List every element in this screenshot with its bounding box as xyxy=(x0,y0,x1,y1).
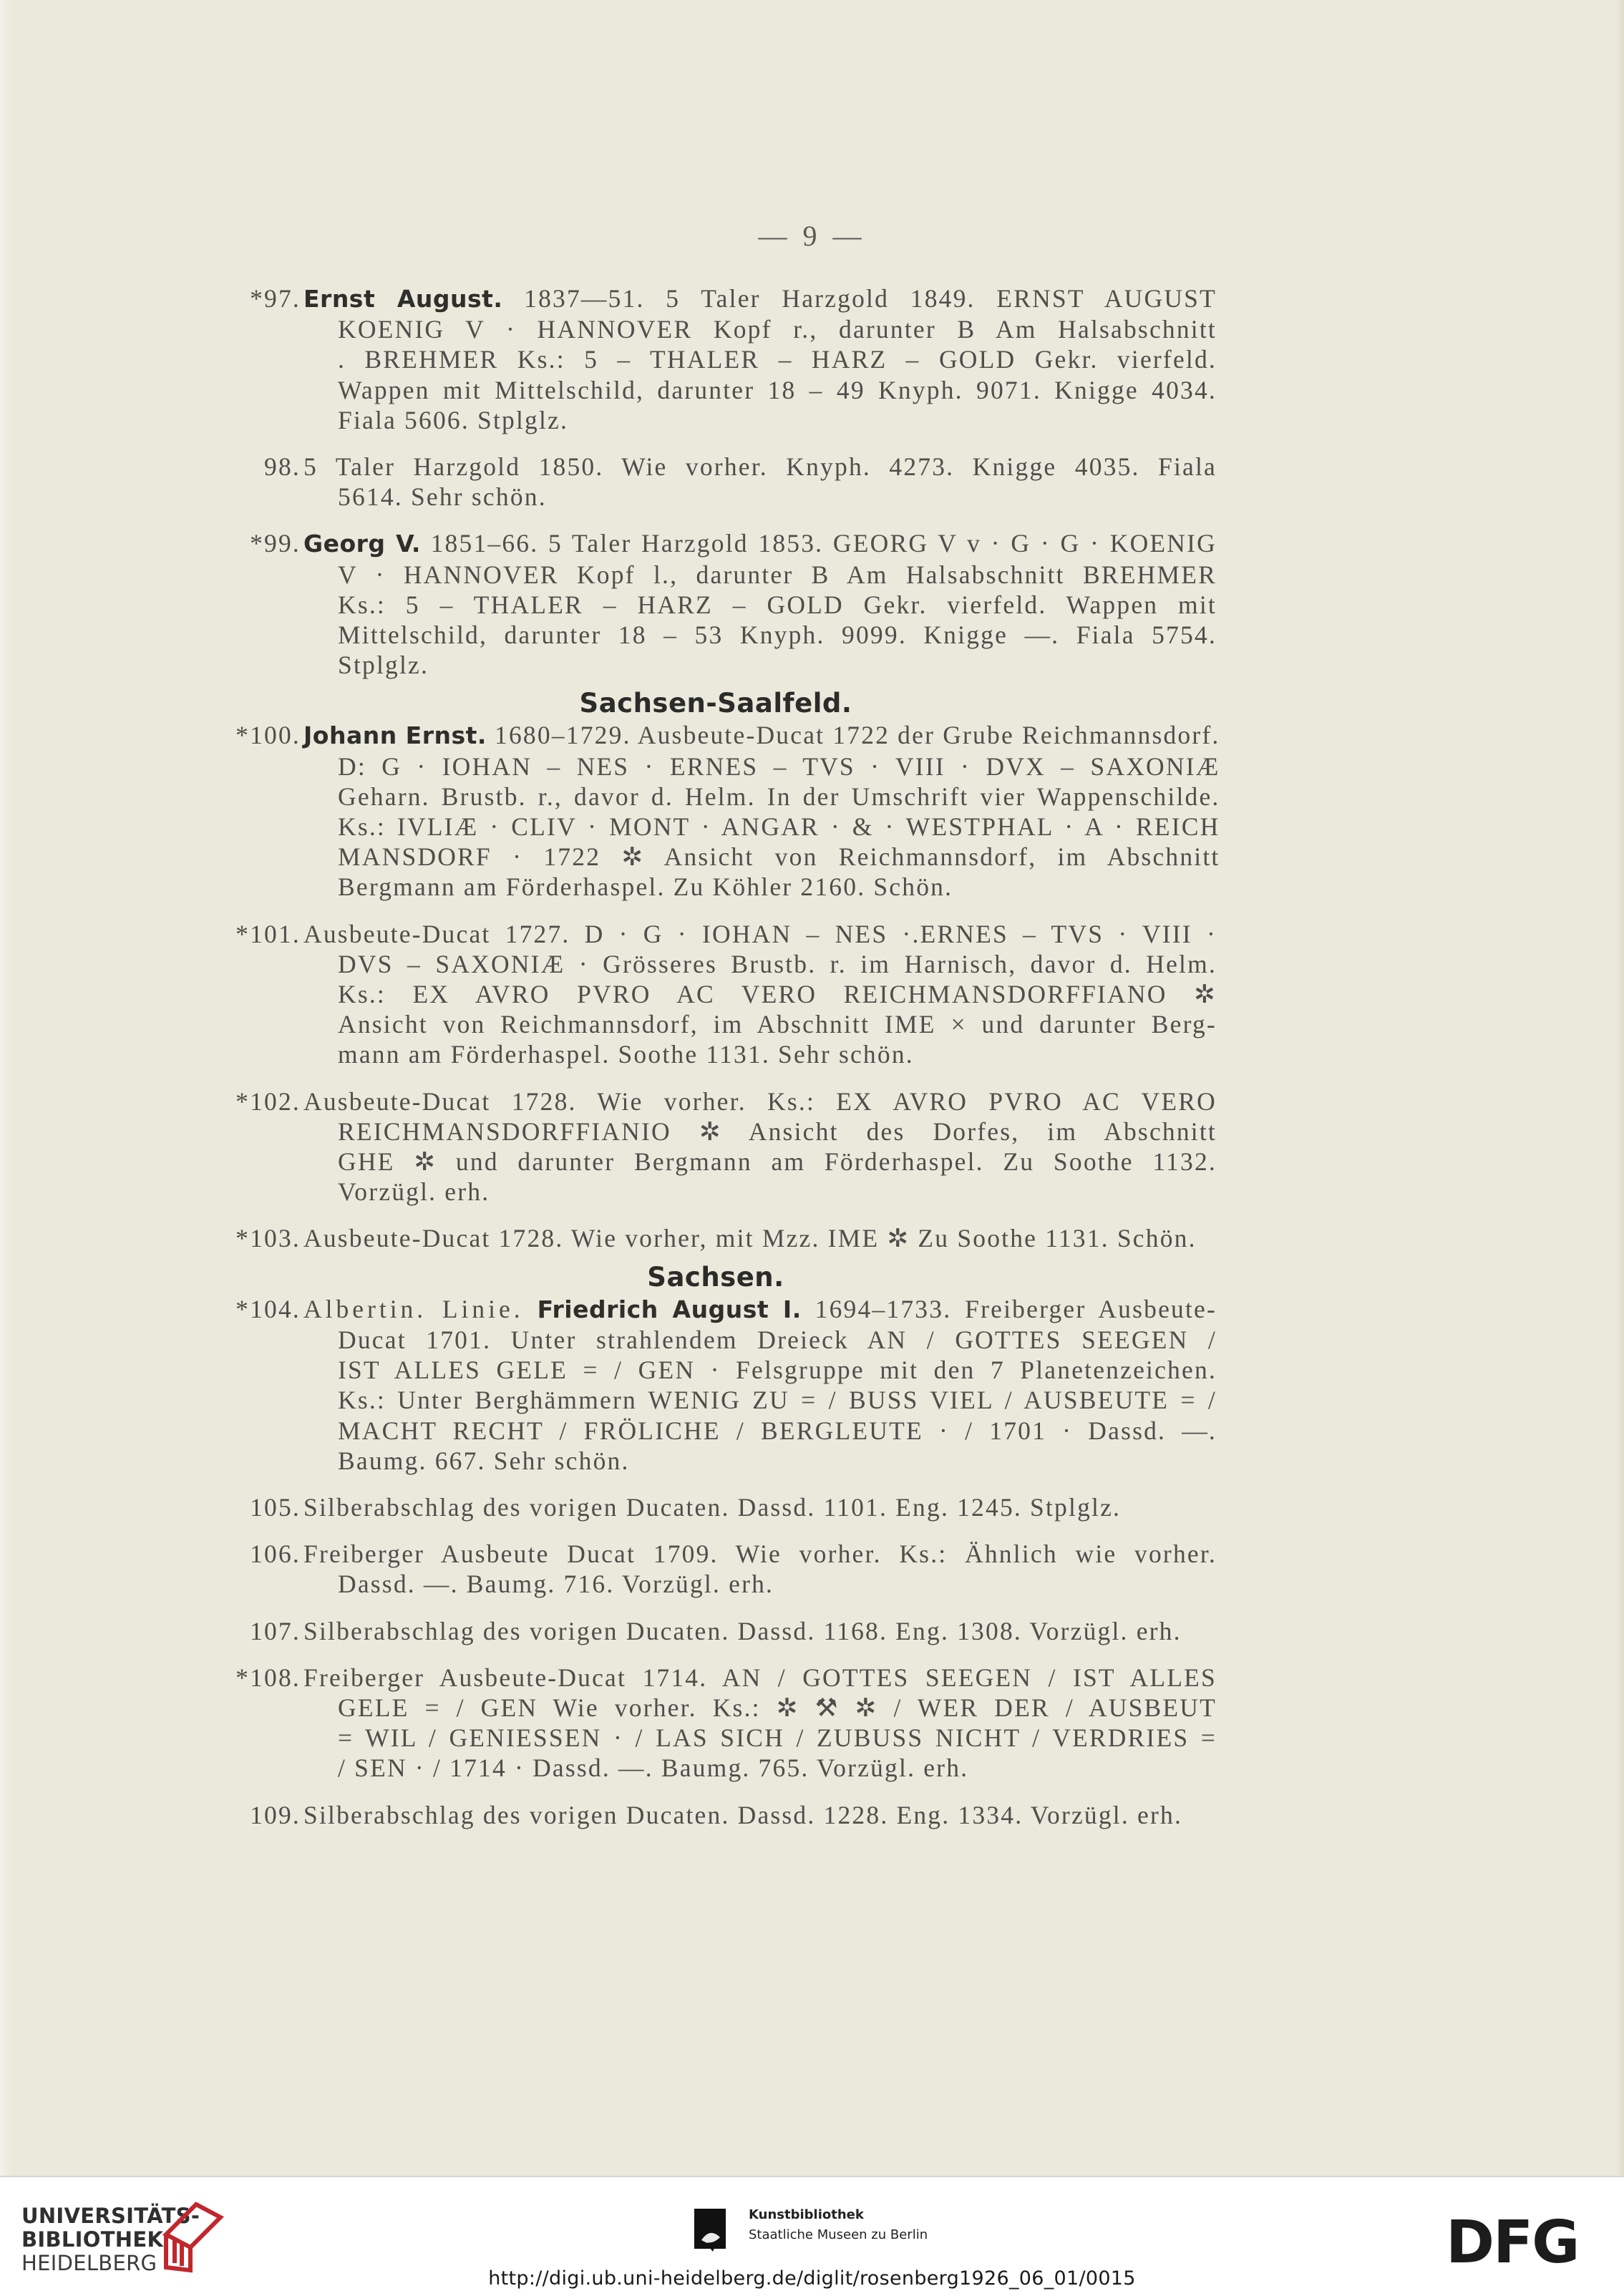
permalink-url[interactable]: http://digi.ub.uni-heidelberg.de/diglit/rosenberg1926_06_01/0015 xyxy=(488,2267,1136,2290)
section-title: Sachsen-Saalfeld. xyxy=(579,688,852,719)
entry-line-text: MACHT RECHT / FRÖLICHE / BERGLEUTE · / 1701 · Dassd. —. xyxy=(338,1416,1217,1445)
entry-line xyxy=(303,405,1217,435)
entry-line xyxy=(303,1663,1217,1693)
entry-number: *104. xyxy=(235,1294,301,1323)
entry-description xyxy=(301,452,1217,512)
entry-line-text: Ks.: EX AVRO PVRO AC VERO REICHMANSDORFFIANO ✲ xyxy=(338,980,1217,1009)
entry-line xyxy=(303,720,1220,751)
entry-line-prefix: Albertin. Linie. xyxy=(303,1294,524,1323)
entry-line-text: Geharn. Brustb. r., davor d. Helm. In der Umschrift vier Wappenschilde. xyxy=(338,782,1220,811)
entry-line-text: Silberabschlag des vorigen Ducaten. Dassd. 1101. Eng. 1245. Stplglz. xyxy=(303,1492,1122,1522)
entry-line xyxy=(303,1147,1217,1177)
ub-logo-line2: BIBLIOTHEK xyxy=(21,2227,164,2252)
ub-logo-mark-icon xyxy=(159,2199,228,2273)
entry-line xyxy=(303,949,1217,979)
entry-number: *103. xyxy=(235,1224,301,1253)
page-number: — 9 — xyxy=(758,220,866,252)
entry-line xyxy=(303,314,1217,344)
entry-line xyxy=(303,344,1217,374)
entry-description xyxy=(301,720,1220,902)
entry-line-text: 5614. Sehr schön. xyxy=(338,482,547,512)
catalog-entry xyxy=(215,1616,1217,1646)
entry-description xyxy=(301,283,1217,435)
catalog-entry xyxy=(215,1492,1217,1522)
entry-line xyxy=(303,452,1217,482)
catalog-entry xyxy=(215,1663,1217,1784)
entry-line xyxy=(303,1086,1217,1117)
entry-description xyxy=(301,1223,1217,1253)
entry-line xyxy=(303,560,1217,590)
entry-line xyxy=(303,919,1217,949)
entry-line-text: 5 Taler Harzgold 1850. Wie vorher. Knyph. 4273. Knigge 4035. Fiala xyxy=(303,452,1217,482)
entry-description xyxy=(301,1539,1217,1599)
entry-line xyxy=(303,782,1220,812)
entry-line-text: 1680–1729. Ausbeute-Ducat 1722 der Grube Reichmannsdorf. xyxy=(495,721,1220,750)
entry-line xyxy=(303,1800,1217,1830)
entry-line xyxy=(303,1569,1217,1599)
entry-line xyxy=(303,650,1217,680)
entry-line xyxy=(303,1616,1217,1646)
entry-description xyxy=(301,528,1217,680)
entry-line xyxy=(303,979,1217,1009)
dfg-logo-text: DFG xyxy=(1446,2209,1579,2277)
entry-number: 98. xyxy=(264,452,301,482)
entry-number: 107. xyxy=(250,1616,301,1645)
entry-description xyxy=(301,919,1217,1070)
entry-line xyxy=(303,482,1217,512)
entry-line-text: / SEN · / 1714 · Dassd. —. Baumg. 765. Vorzügl. erh. xyxy=(338,1753,969,1783)
entry-number: 105. xyxy=(250,1492,301,1522)
kunstbibliothek-name: Kunstbibliothek xyxy=(749,2207,864,2222)
ruler-name: Johann Ernst. xyxy=(303,721,487,750)
entry-description xyxy=(301,1086,1217,1207)
page-edge-right xyxy=(1617,0,1624,2176)
entry-line-text: GELE = / GEN Wie vorher. Ks.: ✲ ⚒ ✲ / WER DER / AUSBEUT xyxy=(338,1693,1217,1722)
entry-line-text: . BREHMER Ks.: 5 – THALER – HARZ – GOLD Gekr. vierfeld. xyxy=(338,345,1217,374)
entry-line-text: Silberabschlag des vorigen Ducaten. Dassd. 1168. Eng. 1308. Vorzügl. erh. xyxy=(303,1616,1182,1645)
catalog-entry xyxy=(215,720,1220,902)
entry-line xyxy=(303,590,1217,620)
entry-number: 106. xyxy=(250,1539,301,1569)
catalog-entry xyxy=(215,1800,1217,1830)
kunstbibliothek-subtitle: Staatliche Museen zu Berlin xyxy=(749,2227,928,2242)
entry-line xyxy=(303,751,1220,782)
kunstbibliothek-logo[interactable] xyxy=(689,2199,975,2263)
entry-line-text: Ausbeute-Ducat 1728. Wie vorher, mit Mzz. IME ✲ Zu Soothe 1131. Schön. xyxy=(303,1224,1197,1253)
ruler-name: Georg V. xyxy=(303,530,421,558)
entry-line-text: DVS – SAXONIÆ · Grösseres Brustb. r. im Harnisch, davor d. Helm. xyxy=(338,949,1217,978)
entry-description xyxy=(301,1663,1217,1784)
entry-line xyxy=(303,1416,1217,1446)
entry-line-text: Vorzügl. erh. xyxy=(338,1177,490,1207)
ruler-name: Friedrich August I. xyxy=(537,1295,802,1323)
entry-number: 109. xyxy=(250,1800,301,1829)
catalog-entry xyxy=(215,1294,1217,1476)
entry-line-text: Fiala 5606. Stplglz. xyxy=(338,405,569,434)
entry-line xyxy=(303,1117,1217,1147)
entry-line xyxy=(303,1294,1217,1325)
entry-line xyxy=(303,1446,1217,1476)
catalog-entry xyxy=(215,528,1217,680)
entry-description xyxy=(301,1800,1217,1830)
ruler-name: Ernst August. xyxy=(303,285,503,313)
entry-number: *101. xyxy=(235,919,301,948)
entry-line xyxy=(303,283,1217,314)
entry-description xyxy=(301,1492,1217,1522)
dfg-logo[interactable] xyxy=(1446,2209,1603,2277)
entry-line-text: Ausbeute-Ducat 1728. Wie vorher. Ks.: EX AVRO PVRO AC VERO xyxy=(303,1086,1217,1116)
entry-line-text: Silberabschlag des vorigen Ducaten. Dassd. 1228. Eng. 1334. Vorzügl. erh. xyxy=(303,1800,1183,1829)
entry-line-text: REICHMANSDORFFIANIO ✲ Ansicht des Dorfes, im Abschnitt xyxy=(338,1117,1217,1146)
entry-line-text: Bergmann am Förderhaspel. Zu Köhler 2160. Schön. xyxy=(338,872,953,902)
entry-line-text: KOENIG V · HANNOVER Kopf r., darunter B Am Halsabschnitt xyxy=(338,315,1217,344)
entry-line-text: Freiberger Ausbeute-Ducat 1714. AN / GOTTES SEEGEN / IST ALLES xyxy=(303,1663,1217,1692)
entry-line-text: IST ALLES GELE = / GEN · Felsgruppe mit den 7 Planetenzeichen. xyxy=(338,1356,1217,1385)
ub-logo-line3: HEIDELBERG xyxy=(21,2251,157,2275)
entry-line xyxy=(303,1753,1217,1783)
entry-line-text: Freiberger Ausbeute Ducat 1709. Wie vorher. Ks.: Ähnlich wie vorher. xyxy=(303,1539,1217,1569)
footer-divider xyxy=(0,2176,1624,2177)
entry-line-text: 1694–1733. Freiberger Ausbeute- xyxy=(815,1294,1217,1323)
entry-line xyxy=(303,1539,1217,1569)
entry-line xyxy=(303,1223,1217,1253)
catalog-entry xyxy=(215,1086,1217,1207)
entry-line xyxy=(303,842,1220,872)
entry-line-text: Baumg. 667. Sehr schön. xyxy=(338,1446,630,1475)
catalog-entry xyxy=(215,1539,1217,1599)
entry-line xyxy=(303,620,1217,650)
entry-line xyxy=(303,375,1217,405)
page-edge-left xyxy=(0,0,10,2176)
catalog-entry xyxy=(215,919,1217,1070)
entry-line-text: MANSDORF · 1722 ✲ Ansicht von Reichmannsdorf, im Abschnitt xyxy=(338,842,1220,872)
entry-line xyxy=(303,1492,1217,1522)
entry-number: *108. xyxy=(235,1663,301,1692)
kunstbibliothek-emblem-icon xyxy=(689,2206,740,2257)
entry-number: *100. xyxy=(235,721,301,750)
entry-line-text: Ks.: IVLIÆ · CLIV · MONT · ANGAR · & · WESTPHAL · A · REICH xyxy=(338,812,1220,842)
entry-number: *97. xyxy=(250,284,301,313)
entry-line-text: Ks.: 5 – THALER – HARZ – GOLD Gekr. vierfeld. Wappen mit xyxy=(338,590,1217,619)
entry-line xyxy=(303,1039,1217,1069)
ub-logo-line1: UNIVERSITÄTS- xyxy=(21,2204,200,2228)
entry-line-text: Dassd. —. Baumg. 716. Vorzügl. erh. xyxy=(338,1570,774,1599)
entry-line xyxy=(303,1355,1217,1385)
entry-line-text: 1837—51. 5 Taler Harzgold 1849. ERNST AUGUST xyxy=(524,284,1217,313)
ub-heidelberg-logo[interactable] xyxy=(21,2204,251,2276)
entry-number: *102. xyxy=(235,1086,301,1116)
entry-line-text: Mittelschild, darunter 18 – 53 Knyph. 9099. Knigge —. Fiala 5754. xyxy=(338,621,1217,650)
entry-line-text: V · HANNOVER Kopf l., darunter B Am Halsabschnitt BREHMER xyxy=(338,560,1217,589)
entry-line-text: 1851–66. 5 Taler Harzgold 1853. GEORG V v · G · G · KOENIG xyxy=(430,529,1217,558)
entry-line-text: Wappen mit Mittelschild, darunter 18 – 49 Knyph. 9071. Knigge 4034. xyxy=(338,375,1217,404)
entry-line xyxy=(303,1325,1217,1355)
entry-line xyxy=(303,528,1217,559)
entry-line-text: GHE ✲ und darunter Bergmann am Förderhaspel. Zu Soothe 1132. xyxy=(338,1147,1217,1177)
entry-line-text: Ks.: Unter Berghämmern WENIG ZU = / BUSS VIEL / AUSBEUTE = / xyxy=(338,1386,1217,1415)
entry-line-text: = WIL / GENIESSEN · / LAS SICH / ZUBUSS NICHT / VERDRIES = xyxy=(338,1723,1217,1753)
entry-line xyxy=(303,1385,1217,1415)
catalog-entries xyxy=(215,283,1220,1830)
entry-line-text: Ansicht von Reichmannsdorf, im Abschnitt IME × und darunter Berg- xyxy=(338,1010,1217,1039)
entry-line xyxy=(303,1009,1217,1039)
entry-line-text: Stplglz. xyxy=(338,651,429,680)
entry-line-text: Ducat 1701. Unter strahlendem Dreieck AN / GOTTES SEEGEN / xyxy=(338,1325,1217,1354)
entry-line xyxy=(303,872,1220,902)
catalog-entry xyxy=(215,283,1217,435)
entry-line xyxy=(303,1177,1217,1207)
entry-line-text: Ausbeute-Ducat 1727. D · G · IOHAN – NES ·.ERNES – TVS · VIII · xyxy=(303,919,1217,948)
catalog-entry xyxy=(215,452,1217,512)
catalog-entry xyxy=(215,1223,1217,1253)
entry-description xyxy=(301,1294,1217,1476)
viewer-footer xyxy=(0,2176,1624,2296)
section-title: Sachsen. xyxy=(647,1261,784,1293)
entry-line xyxy=(303,812,1220,842)
entry-number: *99. xyxy=(250,529,301,558)
entry-line-text: mann am Förderhaspel. Soothe 1131. Sehr schön. xyxy=(338,1040,914,1069)
entry-line-text: D: G · IOHAN – NES · ERNES – TVS · VIII · DVX – SAXONIÆ xyxy=(338,751,1220,781)
entry-description xyxy=(301,1616,1217,1646)
entry-line xyxy=(303,1723,1217,1753)
entry-line xyxy=(303,1693,1217,1723)
